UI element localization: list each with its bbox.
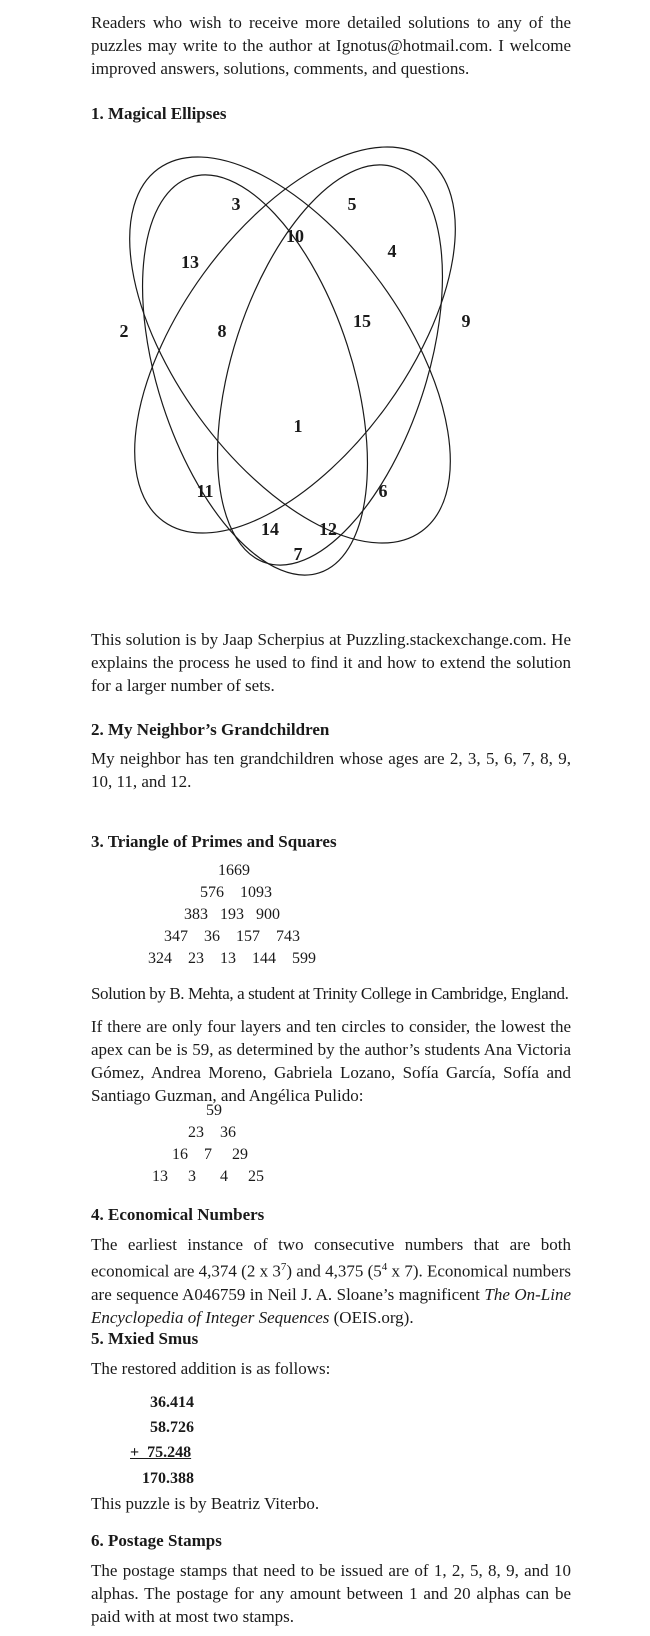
triangle-row: 16 7 29 (172, 1146, 248, 1163)
body-text: (OEIS.org). (329, 1307, 414, 1327)
body-text: x 7). Economical numbers are sequence A046759 in Neil J. A. Sloane’s magnificent (91, 1261, 571, 1304)
section-3-body: If there are only four layers and ten circles to consider, the lowest the apex can be is 59, as determined by the author’s students Ana Victoria Gómez, Andrea Moreno, Gabriela Lozano, Sofía García, Sofía and Santiago Guzman, and Angélica Pulido: (91, 1017, 571, 1105)
oeis-title: The On-Line Encyclopedia of Integer Sequences (91, 1284, 571, 1327)
section-6-body: The postage stamps that need to be issued are of 1, 2, 5, 8, 9, and 10 alphas. The postage for any amount between 1 and 20 alphas can be paid with at most two stamps. (91, 1561, 571, 1626)
addend-2: 58.726 (150, 1419, 194, 1436)
triangle-row: 383 193 900 (184, 906, 280, 923)
venn-label: 8 (217, 321, 227, 341)
section-1-credit: This solution is by Jaap Scherpius at Puzzling.stackexchange.com. He explains the process he used to find it and how to extend the solution for a larger number of sets. (91, 630, 571, 695)
prime-triangle (140, 861, 340, 977)
exponent: 4 (381, 1261, 388, 1273)
section-6-heading: 6. Postage Stamps (91, 1531, 222, 1550)
venn-ellipse-1 (67, 130, 513, 598)
venn-label: 15 (353, 311, 371, 331)
venn-label: 10 (286, 226, 304, 246)
venn-label: 4 (387, 241, 397, 261)
addend-3: + 75.248 (130, 1444, 192, 1461)
addend-1: 36.414 (150, 1394, 194, 1411)
section-5-heading: 5. Mxied Smus (91, 1329, 199, 1348)
triangle-row: 13 3 4 25 (152, 1168, 264, 1185)
triangle-row: 347 36 157 743 (164, 928, 300, 945)
venn-ellipse-2 (72, 130, 518, 588)
section-2-body: My neighbor has ten grandchildren whose ages are 2, 3, 5, 6, 7, 8, 9, 10, 11, and 12. (91, 749, 571, 791)
section-3-credit: Solution by B. Mehta, a student at Trinity College in Cambridge, England. (91, 984, 569, 1003)
body-text: The earliest instance of two consecutive numbers that are both economical are 4,374 (2 x 3 (91, 1235, 571, 1281)
venn-label: 1 (293, 416, 303, 436)
sum-total: 170.388 (142, 1470, 194, 1487)
venn-label: 13 (181, 252, 199, 272)
small-triangle (140, 1101, 300, 1193)
triangle-row: 23 36 (188, 1124, 236, 1141)
triangle-row: 576 1093 (200, 884, 272, 901)
section-1-heading: 1. Magical Ellipses (91, 104, 227, 123)
triangle-row: 324 23 13 144 599 (148, 950, 316, 967)
venn-diagram (0, 130, 650, 600)
section-3-heading: 3. Triangle of Primes and Squares (91, 832, 337, 851)
venn-label: 14 (261, 519, 279, 539)
venn-label: 6 (378, 481, 388, 501)
venn-label: 9 (461, 311, 471, 331)
venn-label: 12 (319, 519, 337, 539)
intro-paragraph: Readers who wish to receive more detailed solutions to any of the puzzles may write to the author at Ignotus@hotmail.com. I welcome improved answers, solutions, comments, and questions. (91, 13, 571, 78)
venn-label: 7 (293, 544, 303, 564)
section-4-body (91, 1233, 571, 1329)
section-5-credit: This puzzle is by Beatriz Viterbo. (91, 1494, 320, 1513)
venn-label: 11 (196, 481, 214, 501)
section-4-heading: 4. Economical Numbers (91, 1205, 265, 1224)
body-text: ) and 4,375 (5 (286, 1261, 382, 1281)
section-2-heading: 2. My Neighbor’s Grandchildren (91, 720, 330, 739)
triangle-row: 59 (206, 1102, 222, 1119)
venn-label: 3 (231, 194, 241, 214)
section-5-intro: The restored addition is as follows: (91, 1359, 331, 1378)
exponent: 7 (280, 1261, 287, 1273)
venn-label: 2 (119, 321, 129, 341)
triangle-row: 1669 (218, 862, 250, 879)
venn-label: 5 (347, 194, 357, 214)
